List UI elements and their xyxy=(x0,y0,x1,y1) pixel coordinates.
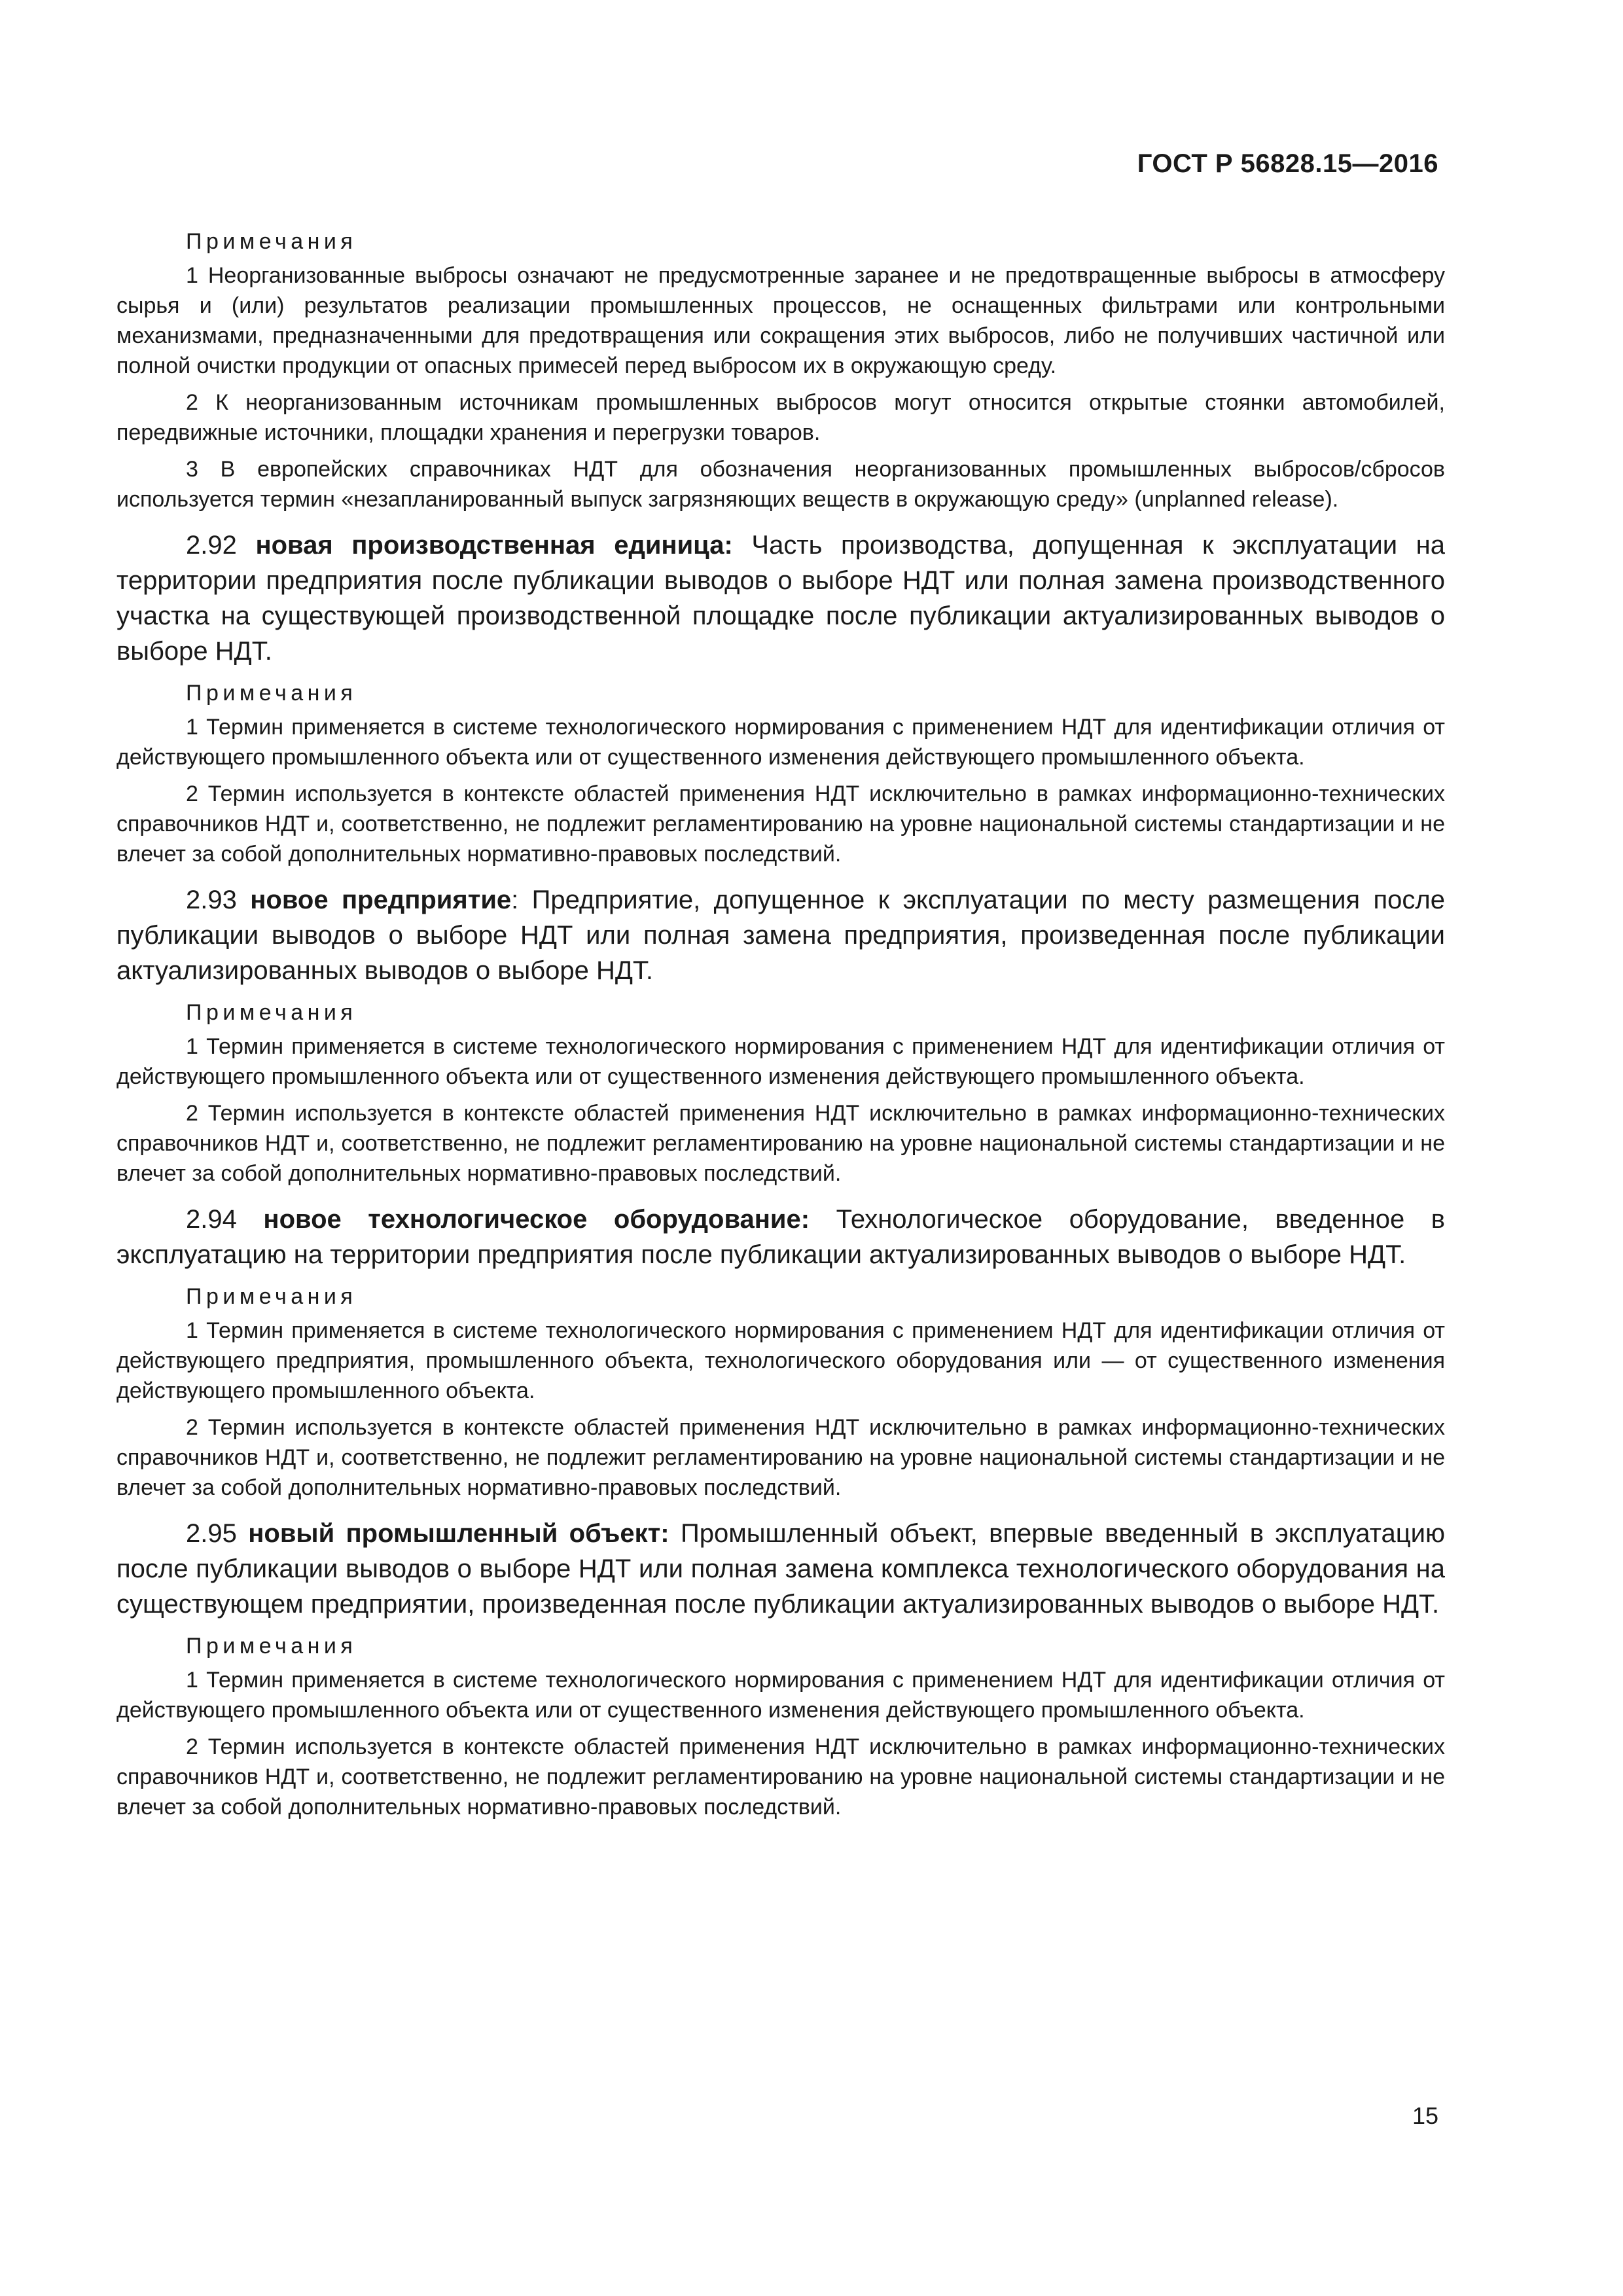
term-definition xyxy=(116,528,1445,669)
page-number: 15 xyxy=(1412,2102,1438,2129)
note-paragraph: 3 В европейских справочниках НДТ для обозначения неорганизованных промышленных выбросов/сбросов используется термин «незапланированный выпуск загрязняющих веществ в окружающую среду» (unplanned release). xyxy=(116,457,1445,512)
notes-label: Примечания xyxy=(186,1000,357,1025)
document-body xyxy=(116,223,1445,1829)
term-text: : Предприятие, допущенное к эксплуатации по месту размещения после публикации выводов о выборе НДТ или полная замена предприятия, произведенная после публикации актуализированных выводов о выборе НДТ. xyxy=(116,886,1445,985)
term-number: 2.93 xyxy=(186,886,237,914)
term-text: Часть производства, допущенная к эксплуатации на территории предприятия после публикации выводов о выборе НДТ или полная замена производственного участка на существующей производственной площадке после публикации актуализированных выводов о выборе НДТ. xyxy=(116,531,1445,666)
note-paragraph: 1 Термин применяется в системе технологического нормирования с применением НДТ для идентификации отличия от действующего промышленного объекта или от существенного изменения действующего промышленного объекта. xyxy=(116,1668,1445,1723)
term-number: 2.95 xyxy=(186,1519,237,1548)
term-number: 2.94 xyxy=(186,1205,237,1234)
term-definition xyxy=(116,1516,1445,1622)
note-paragraph: 2 Термин используется в контексте областей применения НДТ исключительно в рамках информационно-технических справочников НДТ и, соответственно, не подлежит регламентированию на уровне национальной системы стандартизации и не влечет за собой дополнительных нормативно-правовых последствий. xyxy=(116,1101,1445,1186)
note-paragraph: 2 Термин используется в контексте областей применения НДТ исключительно в рамках информационно-технических справочников НДТ и, соответственно, не подлежит регламентированию на уровне национальной системы стандартизации и не влечет за собой дополнительных нормативно-правовых последствий. xyxy=(116,1734,1445,1820)
term-text: Промышленный объект, впервые введенный в эксплуатацию после публикации выводов о выборе НДТ или полная замена комплекса технологического оборудования на существующем предприятии, произведенная после публикации актуализированных выводов о выборе НДТ. xyxy=(116,1519,1445,1619)
term-name: новый промышленный объект: xyxy=(248,1519,669,1548)
notes-label: Примечания xyxy=(186,1284,357,1309)
notes-label: Примечания xyxy=(186,1634,357,1659)
note-paragraph: 2 Термин используется в контексте областей применения НДТ исключительно в рамках информационно-технических справочников НДТ и, соответственно, не подлежит регламентированию на уровне национальной системы стандартизации и не влечет за собой дополнительных нормативно-правовых последствий. xyxy=(116,781,1445,867)
term-definition xyxy=(116,882,1445,988)
document-code: ГОСТ Р 56828.15—2016 xyxy=(1137,149,1438,178)
note-paragraph: 1 Термин применяется в системе технологического нормирования с применением НДТ для идентификации отличия от действующего предприятия, промышленного объекта, технологического оборудования или — от существенного изменения действующего промышленного объекта. xyxy=(116,1318,1445,1403)
term-name: новое предприятие xyxy=(250,886,512,914)
term-text: Технологическое оборудование, введенное в эксплуатацию на территории предприятия после публикации актуализированных выводов о выборе НДТ. xyxy=(116,1205,1445,1269)
term-definition xyxy=(116,1202,1445,1272)
note-paragraph: 1 Термин применяется в системе технологического нормирования с применением НДТ для идентификации отличия от действующего промышленного объекта или от существенного изменения действующего промышленного объекта. xyxy=(116,1034,1445,1089)
note-paragraph: 1 Термин применяется в системе технологического нормирования с применением НДТ для идентификации отличия от действующего промышленного объекта или от существенного изменения действующего промышленного объекта. xyxy=(116,715,1445,770)
note-paragraph: 2 Термин используется в контексте областей применения НДТ исключительно в рамках информационно-технических справочников НДТ и, соответственно, не подлежит регламентированию на уровне национальной системы стандартизации и не влечет за собой дополнительных нормативно-правовых последствий. xyxy=(116,1415,1445,1500)
term-number: 2.92 xyxy=(186,531,237,560)
note-paragraph: 1 Неорганизованные выбросы означают не предусмотренные заранее и не предотвращенные выбросы в атмосферу сырья и (или) результатов реализации промышленных процессов, не оснащенных фильтрами или контрольными механизмами, предназначенными для предотвращения или сокращения этих выбросов, либо не получивших частичной или полной очистки продукции от опасных примесей перед выбросом их в окружающую среду. xyxy=(116,263,1445,378)
term-name: новое технологическое оборудование: xyxy=(263,1205,810,1234)
notes-label: Примечания xyxy=(186,229,357,254)
term-name: новая производственная единица: xyxy=(255,531,733,560)
note-paragraph: 2 К неорганизованным источникам промышленных выбросов могут относится открытые стоянки автомобилей, передвижные источники, площадки хранения и перегрузки товаров. xyxy=(116,390,1445,445)
notes-label: Примечания xyxy=(186,681,357,706)
